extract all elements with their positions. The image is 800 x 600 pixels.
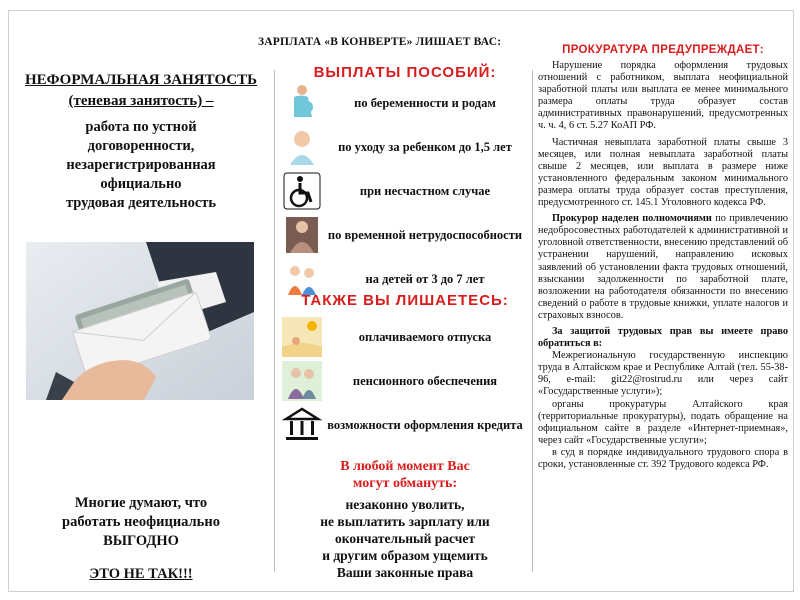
- warning-list-item: и другим образом ущемить: [322, 548, 488, 563]
- deprivation-item: [282, 404, 528, 446]
- bank-icon: [282, 405, 322, 445]
- deprivation-label: пенсионного обеспечения: [352, 373, 498, 388]
- benefit-label: по уходу за ребенком до 1,5 лет: [338, 139, 512, 154]
- shadow-employment-heading: (теневая занятость) –: [68, 93, 214, 109]
- benefit-item: [282, 214, 528, 256]
- warning-list-item: окончательный расчет: [335, 531, 475, 546]
- not-so-text: ЭТО НЕ ТАК!!!: [89, 566, 193, 582]
- deprivation-label: оплачиваемого отпуска: [358, 329, 492, 344]
- deprivation-item: [282, 316, 528, 358]
- baby-icon: [282, 127, 322, 167]
- pension-icon: [282, 361, 322, 401]
- myth-line: Многие думают, что: [74, 495, 208, 511]
- benefits-heading: ВЫПЛАТЫ ПОСОБИЙ:: [313, 64, 497, 81]
- left-column: [12, 70, 270, 582]
- right-column: [538, 44, 788, 471]
- admin-violation-paragraph: Нарушение порядка оформления трудовых отношений с работником, выплата неофициальной заработной платы или выплата ее менее минимального размера оплаты труда образует состав административных правонарушений, предусмотренных ч. ч. 4, 6 ст. 5.27 КоАП РФ.: [538, 60, 788, 132]
- definition-line: трудовая деятельность: [65, 195, 217, 211]
- warning-line: В любой момент Вас: [340, 459, 470, 474]
- warning-list: [282, 496, 528, 581]
- deprivation-item: [282, 360, 528, 402]
- warning-list-item: незаконно уволить,: [345, 497, 465, 512]
- middle-column: [282, 64, 528, 584]
- vacation-icon: [282, 317, 322, 357]
- definition-line: официально: [100, 176, 182, 192]
- myth-line: работать неофициально: [62, 514, 220, 530]
- myth-line: ВЫГОДНО: [103, 533, 179, 549]
- definition-line: работа по устной: [85, 119, 197, 135]
- definition-line: незарегистрированная: [66, 157, 216, 173]
- benefit-item: [282, 170, 528, 212]
- prosecutor-powers-lead: Прокурор наделен полномочиями: [552, 213, 712, 225]
- deprivation-label: возможности оформления кредита: [327, 417, 523, 432]
- prosecutor-powers-paragraph: [538, 213, 788, 322]
- page-title: ЗАРПЛАТА «В КОНВЕРТЕ» ЛИШАЕТ ВАС:: [258, 36, 502, 48]
- benefit-label: по беременности и родам: [354, 95, 496, 110]
- benefit-label: на детей от 3 до 7 лет: [365, 271, 485, 286]
- also-deprived-heading: ТАКЖЕ ВЫ ЛИШАЕТЕСЬ:: [301, 292, 509, 309]
- prosecutor-warns-heading: ПРОКУРАТУРА ПРЕДУПРЕЖДАЕТ:: [562, 44, 764, 56]
- column-divider-right: [532, 70, 533, 572]
- where-to-apply-paragraph: За защитой трудовых прав вы имеете право обратиться в:: [538, 325, 788, 350]
- benefit-item: [282, 82, 528, 124]
- sick-person-icon: [282, 215, 322, 255]
- court-paragraph: в суд в порядке индивидуального трудового спора в сроки, установленные ст. 392 Трудового кодекса РФ.: [538, 446, 788, 470]
- benefit-label: при несчастном случае: [359, 183, 491, 198]
- warning-list-item: не выплатить зарплату или: [320, 514, 490, 529]
- definition-text: [12, 118, 270, 213]
- prosecutor-powers-rest: по привлечению недобросовестных работодателей к административной и уголовной ответственности, внесению представлений об устранении нарушений, направлению исковых заявлений об установлении факта трудовых отношений, взыскании задолженности по заработной плате, возложении на работодателя обязанности по внесению сведений о работе в трудовые книжки, уплате налогов и страховых взносов.: [538, 213, 788, 321]
- warning-list-item: Ваши законные права: [336, 565, 474, 580]
- definition-line: договоренности,: [87, 138, 195, 154]
- column-divider-left: [274, 70, 275, 572]
- prosecutor-offices-paragraph: органы прокуратуры Алтайского края (территориальные прокуратуры), подать обращение на официальном сайте в разделе «Интернет-приемная», через сайт «Государственные услуги»;: [538, 398, 788, 446]
- envelope-money-photo: [26, 242, 254, 400]
- informal-employment-heading: НЕФОРМАЛЬНАЯ ЗАНЯТОСТЬ: [24, 72, 258, 88]
- pregnancy-icon: [282, 83, 322, 123]
- criminal-offence-paragraph: Частичная невыплата заработной платы свыше 3 месяцев, или полная невыплата заработной платы свыше 2 месяцев, или выплата в размере ниже установленного федеральным законом минимального размера оплаты труда образует состав преступления, предусмотренного ст. 145.1 Уголовного кодекса РФ.: [538, 136, 788, 209]
- labour-inspection-paragraph: Межрегиональную государственную инспекцию труда в Алтайском крае и Республике Алтай (тел. 55-38-96, e-mail: git22@rostrud.ru или через сайт «Государственные услуги»);: [538, 350, 788, 398]
- benefit-label: по временной нетрудоспособности: [327, 227, 523, 242]
- benefit-item: [282, 126, 528, 168]
- wheelchair-icon: [282, 171, 322, 211]
- warning-line: могут обмануть:: [352, 476, 458, 491]
- warning-red-text: [282, 458, 528, 492]
- myth-text: [12, 494, 270, 551]
